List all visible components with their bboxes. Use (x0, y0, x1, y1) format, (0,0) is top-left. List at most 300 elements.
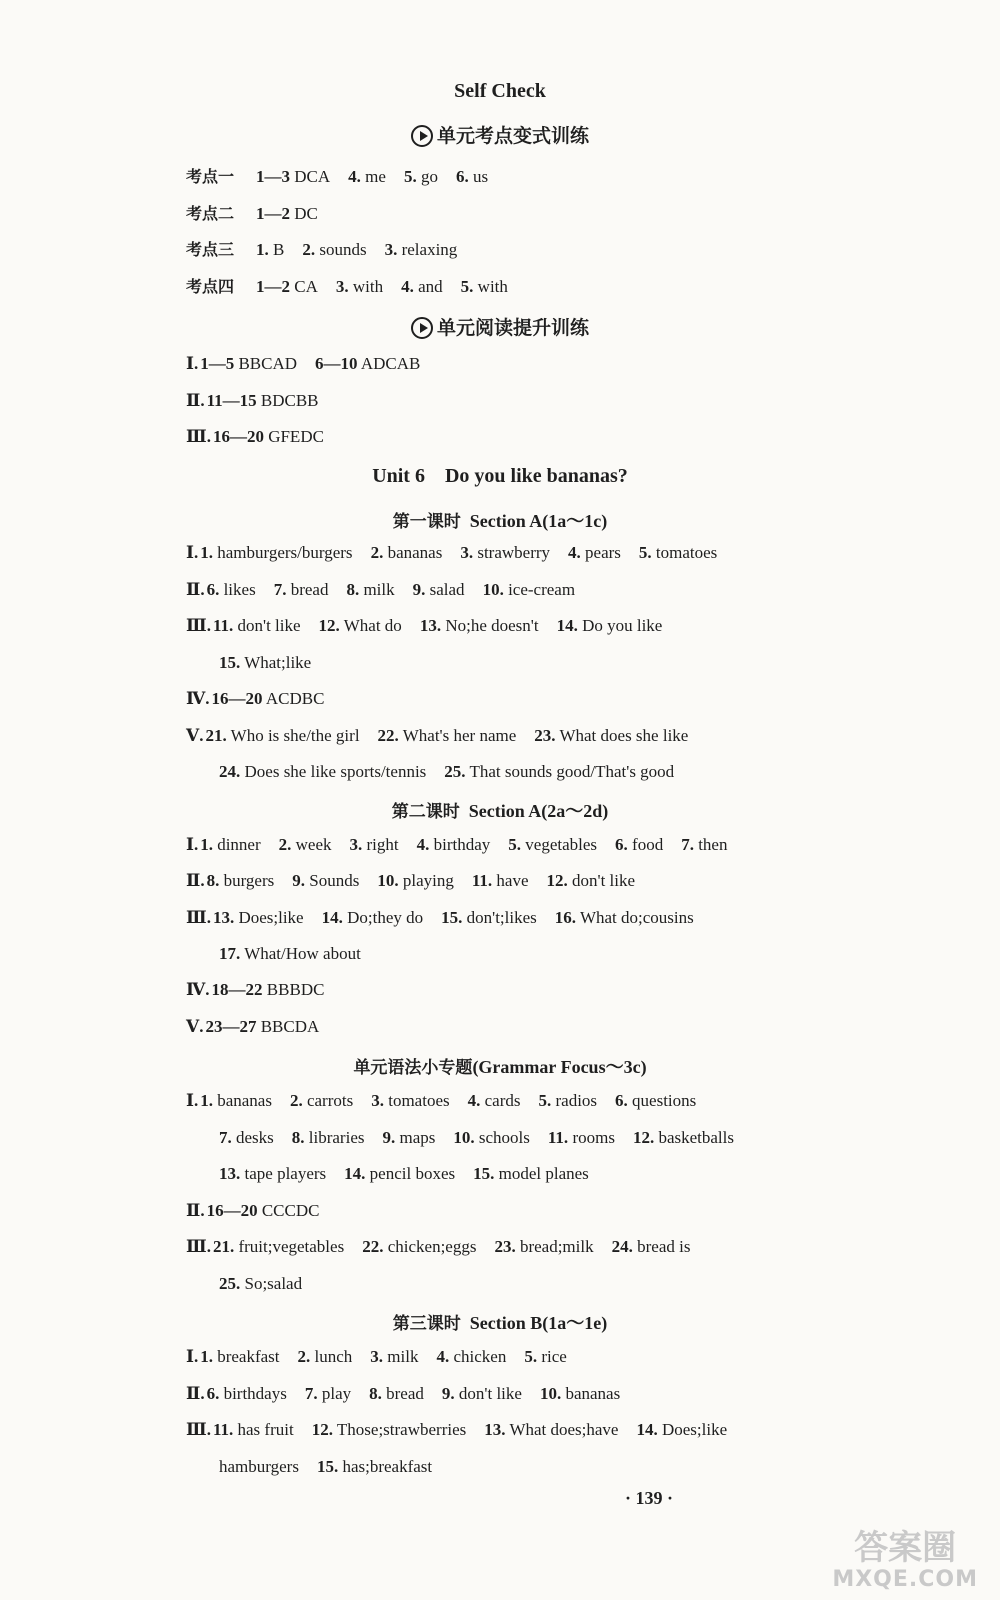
answer-item (305, 1384, 351, 1403)
answer-line (186, 580, 593, 600)
answer-item (213, 1420, 294, 1439)
answer-text: bananas (212, 1091, 272, 1110)
answer-number: 8. (291, 1127, 305, 1147)
answer-text: rice (537, 1347, 567, 1366)
answer-text: go (416, 167, 438, 186)
answer-number: 2. (289, 1091, 303, 1110)
answer-item (200, 835, 260, 854)
answer-text: sounds (315, 240, 367, 259)
answer-text: tape players (240, 1164, 327, 1183)
answer-item (453, 1128, 530, 1147)
answer-item (290, 1091, 353, 1110)
section-label: Ⅳ. (186, 689, 210, 708)
answer-text: BBBDC (262, 980, 325, 1000)
answer-number: 4. (416, 835, 430, 854)
answer-line (186, 1017, 337, 1037)
lesson1-heading: 第一课时 Section A(1a～1c) (392, 511, 608, 532)
answer-item (212, 689, 325, 708)
answer-line (219, 1128, 752, 1148)
section-label: Ⅴ. (186, 725, 204, 745)
answer-item (472, 871, 529, 890)
answer-text: dinner (212, 835, 261, 854)
answer-line (186, 1201, 337, 1221)
answer-item (468, 1091, 521, 1110)
answer-text: lunch (310, 1347, 353, 1366)
answer-item (460, 543, 550, 562)
answer-item (633, 1128, 734, 1147)
answer-item (205, 1017, 319, 1036)
answer-text: What/How about (240, 943, 361, 963)
answer-item (615, 835, 663, 854)
answer-item (473, 1164, 589, 1183)
answer-number: 7. (273, 579, 287, 599)
answer-text: food (627, 835, 664, 854)
answer-number: 11—15 (206, 390, 257, 410)
section-label: Ⅲ. (186, 1420, 211, 1439)
answer-text: B (268, 240, 285, 259)
answer-text: What do (339, 616, 402, 635)
answer-text: playing (398, 871, 454, 891)
answer-text: Does;like (657, 1420, 728, 1439)
answer-item (557, 616, 663, 635)
section-label: 考点三 (186, 240, 235, 259)
answer-text: ACDBC (262, 689, 325, 708)
answer-number: 7. (219, 1127, 232, 1147)
answer-line (186, 201, 336, 224)
answer-text: bread (381, 1383, 424, 1403)
answer-text: bananas (561, 1383, 621, 1403)
answer-item (420, 616, 539, 635)
answer-text: DC (290, 203, 318, 223)
answer-text: don't like (454, 1383, 522, 1403)
answer-number: 25. (219, 1273, 241, 1293)
answer-text: milk (383, 1347, 419, 1366)
answer-text: pencil boxes (365, 1164, 456, 1183)
answer-item (256, 204, 318, 223)
answer-line (186, 543, 735, 563)
answer-item (540, 1384, 620, 1403)
section-label: Ⅲ. (186, 616, 211, 635)
answer-line (219, 762, 692, 782)
section-label: Ⅲ. (186, 427, 211, 446)
answer-text: play (317, 1383, 352, 1403)
answer-number: 16—20 (211, 689, 263, 708)
answer-number: 2. (297, 1347, 311, 1366)
answer-item (371, 543, 443, 562)
answer-number: 15. (441, 907, 463, 927)
answer-number: 14. (344, 1164, 366, 1183)
answer-number: 12. (318, 616, 340, 635)
answer-number: 11. (212, 1420, 234, 1439)
answer-item (317, 1457, 432, 1476)
answer-text: with (473, 276, 508, 296)
answer-number: 5. (524, 1347, 538, 1366)
answer-item (441, 908, 537, 927)
answer-text: chicken;eggs (383, 1237, 477, 1256)
answer-text: vegetables (521, 835, 598, 854)
answer-number: 21. (205, 725, 227, 745)
answer-text: bananas (383, 543, 443, 562)
answer-text: What's her name (398, 725, 517, 745)
answer-item (378, 726, 517, 745)
answer-number: 11. (471, 871, 493, 891)
answer-item (219, 1164, 326, 1183)
answer-number: 3. (460, 543, 474, 562)
answer-number: 23. (534, 725, 556, 745)
answer-number: 14. (636, 1420, 658, 1439)
answer-text: don't like (567, 871, 636, 891)
answer-text: don't like (233, 616, 301, 635)
answer-item (371, 1091, 449, 1110)
answer-text: hamburgers (219, 1456, 299, 1476)
answer-item (207, 580, 256, 599)
answer-text: don't;likes (462, 907, 537, 927)
answer-item (207, 391, 319, 410)
answer-number: 12. (311, 1420, 333, 1439)
banner-unit-reading-training: 单元阅读提升训练 (0, 313, 1000, 340)
answer-number: 6. (615, 835, 628, 854)
section-label: Ⅰ. (186, 354, 199, 373)
answer-text: basketballs (654, 1127, 734, 1147)
answer-item (413, 580, 465, 599)
answer-text: birthdays (219, 1383, 287, 1403)
answer-item (279, 835, 332, 854)
answer-item (382, 1128, 435, 1147)
answer-text: with (348, 276, 384, 296)
answer-item (350, 835, 399, 854)
answer-text: salad (425, 579, 465, 599)
answer-number: 1. (200, 1347, 213, 1366)
answer-text: What does;have (505, 1420, 619, 1439)
answer-text: milk (359, 579, 395, 599)
answer-line (186, 1420, 745, 1440)
answer-text: and (413, 276, 443, 296)
answer-item (319, 616, 402, 635)
answer-number: 7. (304, 1383, 318, 1403)
section-label: Ⅲ. (186, 907, 211, 927)
answer-text: BDCBB (256, 390, 319, 410)
answer-number: 13. (484, 1420, 506, 1439)
answer-number: 8. (369, 1383, 382, 1403)
answer-text: likes (219, 579, 256, 599)
answer-item (461, 277, 508, 296)
answer-text: tomatoes (383, 1091, 450, 1110)
answer-item (207, 1384, 287, 1403)
answer-number: 23. (494, 1237, 516, 1256)
answer-item (615, 1091, 696, 1110)
answer-number: 24. (611, 1237, 633, 1256)
answer-text: breakfast (212, 1347, 280, 1366)
answer-text: relaxing (397, 240, 458, 259)
answer-text: strawberry (473, 543, 551, 562)
answer-item (213, 1237, 344, 1256)
answer-item (484, 1420, 618, 1439)
answer-text: That sounds good/That's good (465, 762, 675, 781)
section-label: Ⅴ. (186, 1016, 204, 1036)
answer-number: 21. (212, 1237, 235, 1256)
answer-item (200, 1091, 272, 1110)
answer-line (186, 354, 438, 374)
answer-text: maps (395, 1127, 436, 1147)
watermark-logo: 答案圈 MXQE.COM (832, 1528, 978, 1592)
answer-item (444, 762, 674, 781)
answer-item (639, 543, 717, 562)
answer-item (200, 1347, 279, 1366)
answer-item (681, 835, 727, 854)
section-label: Ⅰ. (186, 1347, 199, 1366)
answer-item (548, 1128, 615, 1147)
answer-number: 12. (632, 1127, 655, 1147)
answer-line (186, 908, 712, 928)
answer-item (256, 240, 284, 259)
answer-text: birthday (429, 835, 491, 854)
answer-item (524, 1347, 566, 1366)
answer-item (370, 1347, 418, 1366)
answer-line (219, 653, 329, 673)
answer-text: cards (480, 1091, 521, 1110)
answer-line (186, 427, 342, 447)
answer-text: CA (290, 276, 318, 296)
answer-text: chicken (449, 1347, 507, 1366)
answer-item (547, 871, 636, 890)
answer-item (205, 726, 359, 745)
answer-number: 2. (302, 240, 316, 259)
answer-text: bread;milk (515, 1237, 594, 1256)
answer-text: Those;strawberries (332, 1420, 467, 1439)
answer-item (200, 543, 352, 562)
answer-item (539, 1091, 598, 1110)
answer-text: schools (474, 1127, 530, 1147)
answer-item (436, 1347, 506, 1366)
answer-line (186, 164, 506, 187)
answer-number: 3. (370, 1347, 384, 1366)
answer-item (312, 1420, 467, 1439)
answer-number: 4. (467, 1091, 481, 1110)
answer-item (404, 167, 438, 186)
answer-number: 4. (436, 1347, 450, 1366)
answer-number: 8. (346, 579, 360, 599)
answer-number: 3. (335, 276, 349, 296)
answer-item (401, 277, 443, 296)
answer-text: ice-cream (503, 579, 576, 599)
answer-number: 9. (412, 579, 426, 599)
answer-text: radios (551, 1091, 598, 1110)
answer-number: 9. (292, 871, 306, 891)
answer-text: have (492, 871, 529, 891)
answer-number: 10. (482, 579, 504, 599)
answer-item (534, 726, 688, 745)
answer-number: 23—27 (205, 1016, 257, 1036)
answer-text: us (468, 167, 489, 186)
answer-number: 1. (200, 543, 213, 562)
answer-number: 16—20 (206, 1200, 258, 1220)
answer-item (508, 835, 597, 854)
answer-item (555, 908, 694, 927)
answer-item (292, 1128, 365, 1147)
answer-text: Who is she/the girl (226, 725, 360, 745)
answer-item (362, 1237, 476, 1256)
lesson3-heading: 第三课时 Section B(1a～1e) (392, 1313, 608, 1334)
answer-number: 1—5 (200, 354, 235, 373)
answer-text: then (693, 835, 728, 854)
answer-item (219, 762, 426, 781)
section-label: Ⅱ. (186, 579, 205, 599)
answer-item (344, 1164, 455, 1183)
answer-number: 2. (370, 543, 384, 562)
answer-line (186, 980, 342, 1000)
answer-number: 1. (200, 1091, 213, 1110)
answer-item (568, 543, 621, 562)
answer-item (219, 944, 361, 963)
answer-number: 13. (419, 616, 442, 635)
answer-number: 17. (219, 943, 241, 963)
answer-text: desks (231, 1127, 274, 1147)
answer-item (456, 167, 488, 186)
answer-number: 1—2 (256, 276, 291, 296)
answer-number: 5. (538, 1091, 552, 1110)
answer-line (186, 391, 337, 411)
answer-text: No;he doesn't (441, 616, 539, 635)
answer-text: Do you like (577, 616, 663, 635)
section-label: Ⅰ. (186, 1091, 199, 1110)
answer-number: 6. (615, 1091, 628, 1110)
answer-number: 4. (568, 543, 581, 562)
answer-text: questions (627, 1091, 697, 1110)
answer-text: fruit;vegetables (234, 1237, 345, 1256)
section-label: Ⅳ. (186, 980, 210, 1000)
answer-number: 5. (508, 835, 522, 854)
answer-number: 25. (444, 762, 466, 781)
answer-line (186, 616, 680, 636)
answer-number: 4. (401, 276, 414, 296)
answer-item (494, 1237, 593, 1256)
answer-number: 11. (212, 616, 234, 635)
answer-number: 3. (384, 240, 398, 259)
answer-number: 9. (382, 1127, 396, 1147)
answer-number: 3. (371, 1091, 384, 1110)
answer-number: 7. (681, 835, 694, 854)
answer-item (213, 908, 304, 927)
answer-number: 5. (403, 167, 417, 186)
answer-text: What do;cousins (576, 907, 694, 927)
answer-text: bread (286, 579, 329, 599)
answer-number: 12. (546, 871, 568, 891)
answer-line (186, 1237, 708, 1257)
answer-number: 15. (473, 1164, 495, 1183)
answer-line (219, 1457, 450, 1477)
answer-text: right (362, 835, 399, 854)
answer-item (298, 1347, 353, 1366)
section-label: Ⅱ. (186, 1200, 205, 1220)
answer-text: DCA (290, 167, 331, 186)
answer-item (219, 1274, 302, 1293)
answer-number: 6. (206, 1383, 220, 1403)
answer-number: 2. (278, 835, 292, 854)
answer-item (612, 1237, 691, 1256)
answer-number: 6—10 (315, 354, 358, 373)
answer-text: What;like (240, 652, 312, 672)
answer-text: pears (580, 543, 621, 562)
answer-number: 16. (554, 907, 577, 927)
answer-number: 1. (256, 240, 269, 259)
answer-item (322, 908, 424, 927)
answer-text: CCCDC (257, 1200, 320, 1220)
section-label: 考点一 (186, 167, 235, 186)
answer-item (212, 980, 325, 999)
answer-item (219, 653, 311, 672)
answer-text: GFEDC (263, 427, 324, 446)
answer-item (369, 1384, 424, 1403)
answer-item (213, 616, 301, 635)
answer-number: 6. (206, 579, 220, 599)
answer-text: carrots (302, 1091, 354, 1110)
answer-item (346, 580, 394, 599)
answer-item (377, 871, 454, 890)
section-label: 考点二 (186, 203, 235, 223)
answer-item (274, 580, 329, 599)
answer-line (186, 1384, 638, 1404)
answer-number: 1—2 (256, 203, 291, 223)
answer-text: Sounds (305, 871, 360, 891)
answer-text: libraries (304, 1127, 365, 1147)
answer-text: week (291, 835, 332, 854)
answer-number: 9. (441, 1383, 455, 1403)
answer-number: 14. (321, 907, 343, 927)
banner-unit-variant-training: 单元考点变式训练 (0, 121, 1000, 148)
answer-item (219, 1128, 274, 1147)
lesson2-heading: 第二课时 Section A(2a～2d) (391, 801, 609, 822)
answer-number: 8. (206, 871, 220, 891)
answer-line (219, 944, 379, 964)
answer-text: ADCAB (357, 354, 421, 373)
answer-line (186, 835, 745, 855)
answer-text: has;breakfast (338, 1456, 433, 1476)
section-label: Ⅱ. (186, 871, 205, 891)
answer-item (417, 835, 491, 854)
section-label: Ⅰ. (186, 835, 199, 854)
answer-item (256, 277, 318, 296)
answer-line (186, 726, 706, 746)
answer-item (483, 580, 576, 599)
answer-item (348, 167, 386, 186)
answer-line (219, 1274, 320, 1294)
section-label: Ⅱ. (186, 390, 205, 410)
answer-item (200, 354, 297, 373)
page-number: · 139 · (625, 1488, 674, 1508)
answer-number: 1. (200, 835, 213, 854)
answer-text: BBCAD (234, 354, 298, 373)
answer-text: rooms (568, 1127, 615, 1147)
answer-number: 13. (219, 1164, 241, 1183)
answer-text: Does she like sports/tennis (240, 762, 427, 781)
answer-text: bread is (632, 1237, 691, 1256)
answer-line (186, 689, 342, 709)
answer-number: 13. (212, 907, 235, 927)
answer-line (186, 237, 475, 260)
answer-text: has fruit (233, 1420, 294, 1439)
answer-item (213, 427, 324, 446)
answer-number: 10. (377, 871, 399, 891)
answer-number: 5. (638, 543, 652, 562)
answer-number: 4. (348, 167, 361, 186)
play-arrow-icon (411, 317, 433, 339)
section-label: Ⅰ. (186, 543, 199, 562)
section-label: Ⅱ. (186, 1383, 205, 1403)
play-arrow-icon (411, 125, 433, 147)
answer-text: burgers (219, 871, 275, 891)
section-label: Ⅲ. (186, 1237, 211, 1256)
answer-item (315, 354, 420, 373)
